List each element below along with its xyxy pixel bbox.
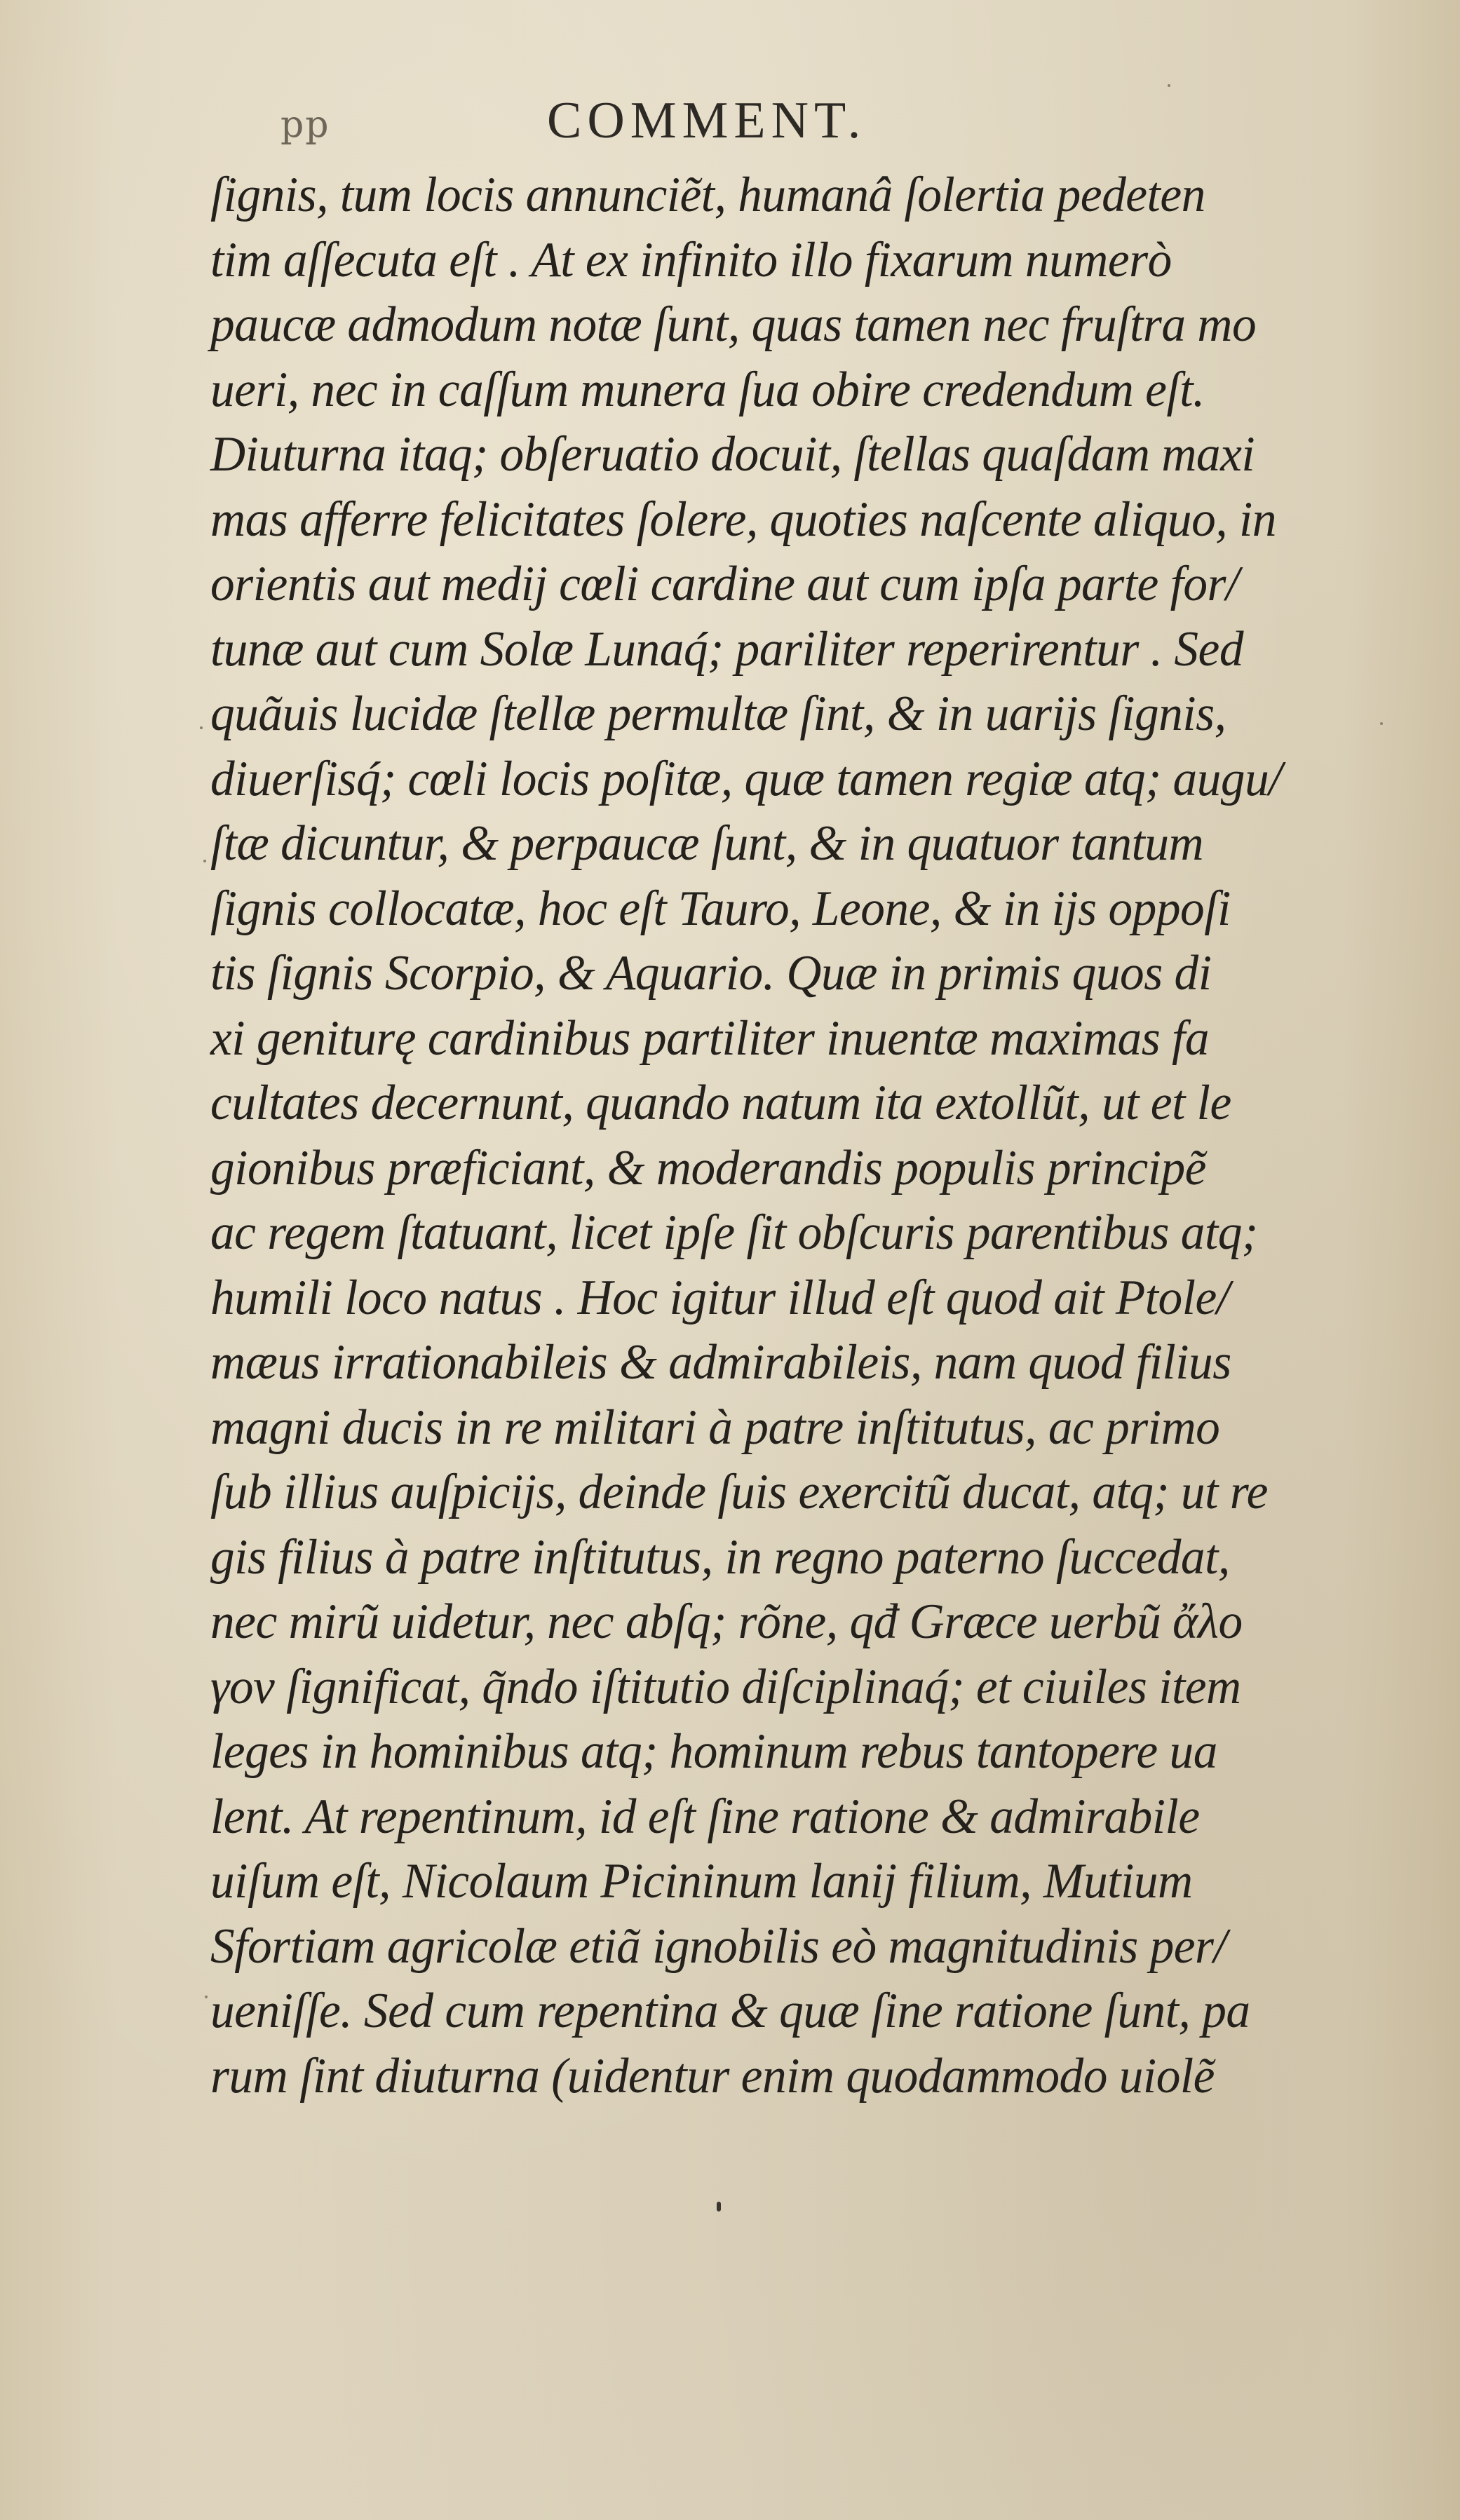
text-line: ueri, nec in caſſum munera ſua obire credendum eſt.: [210, 362, 1205, 417]
text-line: gis filius à patre inſtitutus, in regno paterno ſuccedat,: [210, 1529, 1230, 1585]
text-line: tis ſignis Scorpio, & Aquario. Quæ in primis quos di: [210, 946, 1212, 1001]
text-line: humili loco natus . Hoc igitur illud eſt quod ait Ptole/: [210, 1270, 1230, 1325]
text-line: xi geniturę cardinibus partiliter inuentæ maximas fa: [210, 1010, 1209, 1066]
folio-mark: pp: [280, 104, 330, 146]
text-line: gionibus præficiant, & moderandis populis principẽ: [210, 1140, 1206, 1195]
text-line: ſignis, tum locis annunciẽt, humanâ ſolertia pedeten: [210, 168, 1205, 222]
text-line: tunæ aut cum Solæ Lunaq́; pariliter reperirentur . Sed: [210, 621, 1244, 677]
text-line: quãuis lucidæ ſtellæ permultæ ſint, & in uarijs ſignis,: [210, 686, 1226, 741]
text-line: diuerſisq́; cœli locis poſitæ, quæ tamen regiæ atq; augu/: [210, 751, 1283, 806]
text-line: mas afferre felicitates ſolere, quoties naſcente aliquo, in: [210, 492, 1276, 547]
paper-speck: [205, 1996, 208, 1998]
text-line: mæus irrationabileis & admirabileis, nam quod filius: [210, 1335, 1231, 1390]
text-line: paucæ admodum notæ ſunt, quas tamen nec fruſtra mo: [210, 297, 1257, 352]
text-line: ſignis collocatæ, hoc eſt Tauro, Leone, & in ijs oppoſi: [210, 881, 1231, 936]
text-line: tim aſſecuta eſt . At ex infinito illo fixarum numerò: [210, 232, 1172, 287]
text-line: Sfortiam agricolæ etiã ignobilis eò magnitudinis per/: [210, 1918, 1227, 1974]
text-line: magni ducis in re militari à patre inſtitutus, ac primo: [210, 1400, 1220, 1455]
text-line: γον ſignificat, q̃ndo iſtitutio diſciplinaq́; et ciuiles item: [210, 1659, 1241, 1714]
paper-speck: [1380, 722, 1383, 725]
text-line: nec mirũ uidetur, nec abſq; rõne, qđ Græce uerbũ ἄλο: [210, 1594, 1243, 1649]
running-head: COMMENT.: [547, 92, 867, 149]
text-line: ueniſſe. Sed cum repentina & quæ ſine ratione ſunt, pa: [210, 1984, 1250, 2038]
text-line: lent. At repentinum, id eſt ſine ratione & admirabile: [210, 1789, 1200, 1844]
text-line: uiſum eſt, Nicolaum Picininum lanij filium, Mutium: [210, 1854, 1193, 1909]
text-line: cultates decernunt, quando natum ita extollũt, ut et le: [210, 1076, 1231, 1130]
text-line: ac regem ſtatuant, licet ipſe ſit obſcuris parentibus atq;: [210, 1205, 1258, 1260]
text-line: ſub illius auſpicijs, deinde ſuis exercitũ ducat, atq; ut re: [210, 1465, 1268, 1519]
text-line: leges in hominibus atq; hominum rebus tantopere ua: [210, 1724, 1217, 1779]
text-line: orientis aut medij cœli cardine aut cum ipſa parte for/: [210, 557, 1239, 611]
paper-speck: [203, 860, 206, 862]
paper-speck: [1168, 84, 1170, 87]
text-line: ſtæ dicuntur, & perpaucæ ſunt, & in quatuor tantum: [210, 816, 1204, 871]
ink-mark: [717, 2202, 721, 2211]
paper-speck: [200, 726, 203, 729]
text-line: rum ſint diuturna (uidentur enim quodammodo uiolẽ: [210, 2048, 1215, 2104]
text-line: Diuturna itaq; obſeruatio docuit, ſtellas quaſdam maxi: [210, 427, 1255, 482]
body-text: [210, 163, 1402, 2108]
